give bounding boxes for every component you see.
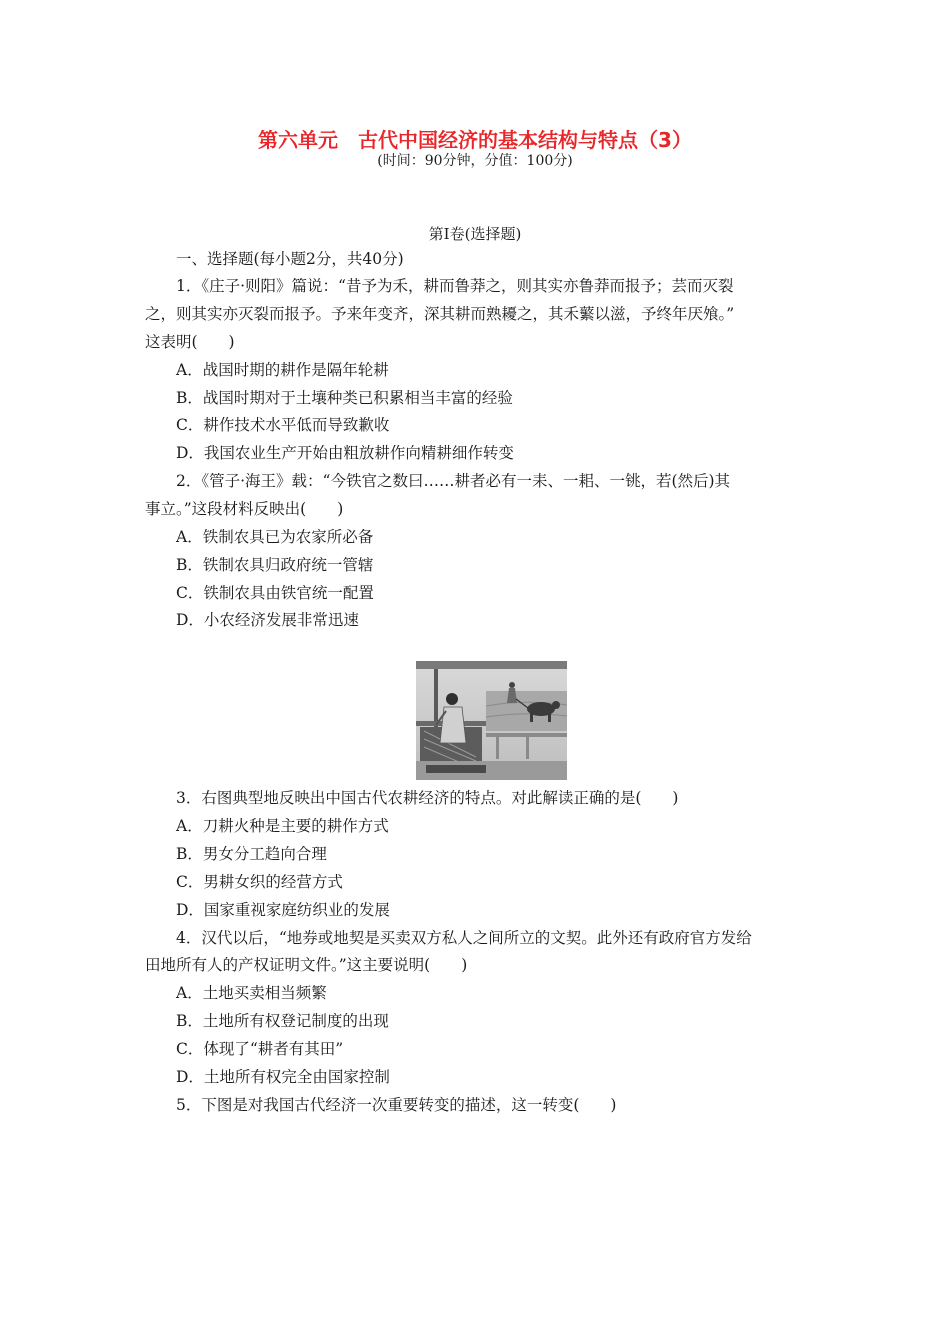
farming-weaving-illustration	[416, 661, 567, 780]
section-instruction: 一、选择题(每小题2分，共40分)	[176, 250, 404, 268]
question-2-option-c: C．铁制农具由铁官统一配置	[176, 584, 374, 602]
question-2-stem-line-2: 事立。”这段材料反映出( )	[145, 500, 344, 518]
question-3-option-a: A．刀耕火种是主要的耕作方式	[176, 817, 389, 835]
page-title: 第六单元 古代中国经济的基本结构与特点（3）	[258, 128, 692, 152]
question-4-stem-line-2: 田地所有人的产权证明文件。”这主要说明( )	[145, 956, 468, 974]
question-4-option-b: B．土地所有权登记制度的出现	[176, 1012, 389, 1030]
section-title: 第Ⅰ卷(选择题)	[428, 225, 522, 243]
question-1-stem-line-1: 1．《庄子·则阳》篇说：“昔予为禾，耕而鲁莽之，则其实亦鲁莽而报予；芸而灭裂	[176, 277, 734, 295]
question-4-option-d: D．土地所有权完全由国家控制	[176, 1068, 390, 1086]
question-4-option-a: A．土地买卖相当频繁	[176, 984, 327, 1002]
question-5-stem: 5．下图是对我国古代经济一次重要转变的描述，这一转变( )	[176, 1096, 617, 1114]
question-3-option-d: D．国家重视家庭纺织业的发展	[176, 901, 390, 919]
question-1-stem-line-2: 之，则其实亦灭裂而报予。予来年变齐，深其耕而熟耰之，其禾蘩以滋，予终年厌飧。”	[145, 305, 735, 323]
question-2-option-b: B．铁制农具归政府统一管辖	[176, 556, 374, 574]
question-1-option-a: A．战国时期的耕作是隔年轮耕	[176, 361, 389, 379]
question-4-stem-line-1: 4．汉代以后，“地券或地契是买卖双方私人之间所立的文契。此外还有政府官方发给	[176, 929, 752, 947]
question-3-stem: 3．右图典型地反映出中国古代农耕经济的特点。对此解读正确的是( )	[176, 789, 679, 807]
question-3-option-b: B．男女分工趋向合理	[176, 845, 327, 863]
question-1-stem-line-3: 这表明( )	[145, 333, 235, 351]
question-1-option-c: C．耕作技术水平低而导致歉收	[176, 416, 390, 434]
question-2-option-d: D．小农经济发展非常迅速	[176, 611, 359, 629]
question-1-option-d: D．我国农业生产开始由粗放耕作向精耕细作转变	[176, 444, 514, 462]
question-3-option-c: C．男耕女织的经营方式	[176, 873, 343, 891]
question-4-option-c: C．体现了“耕者有其田”	[176, 1040, 344, 1058]
question-2-stem-line-1: 2．《管子·海王》载：“今铁官之数曰……耕者必有一耒、一耜、一铫，若(然后)其	[176, 472, 731, 490]
question-1-option-b: B．战国时期对于土壤种类已积累相当丰富的经验	[176, 389, 513, 407]
question-2-option-a: A．铁制农具已为农家所必备	[176, 528, 374, 546]
page-subtitle: (时间：90分钟，分值：100分)	[377, 153, 573, 169]
